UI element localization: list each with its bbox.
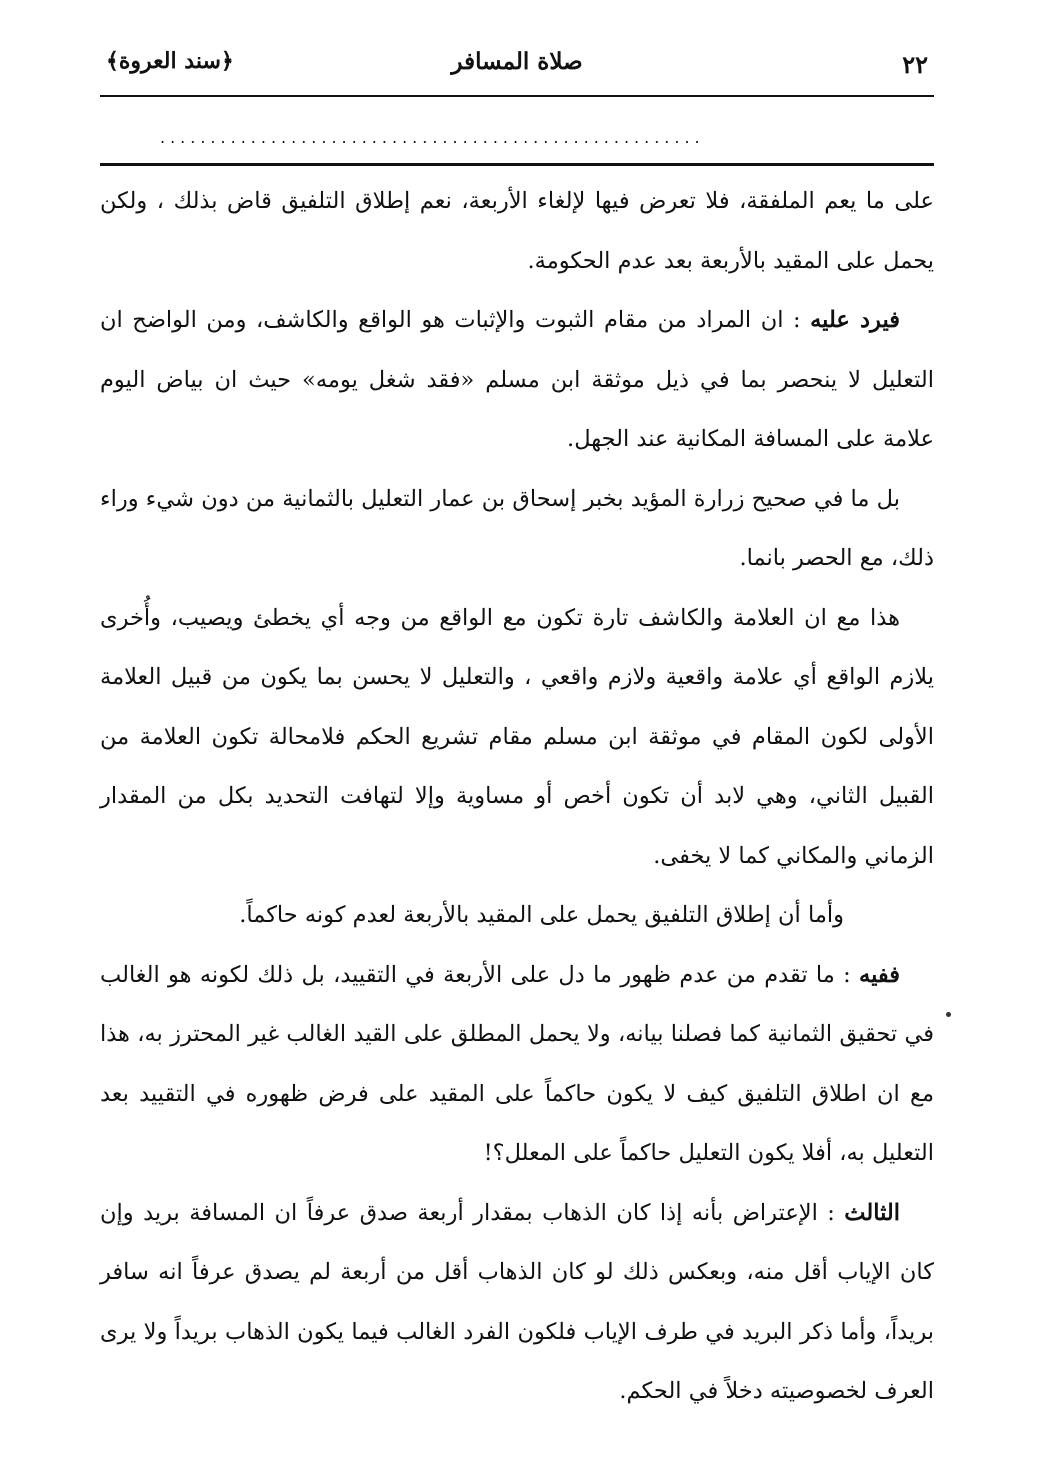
paragraph-lead: الثالث — [844, 1199, 900, 1226]
paragraph-2 — [100, 291, 934, 470]
section-rule — [100, 163, 934, 166]
header-rule — [100, 95, 934, 97]
paragraph-lead: ففيه — [859, 961, 900, 988]
paragraph-text: على ما يعم الملفقة، فلا تعرض فيها لإلغاء الأربعة، نعم إطلاق التلفيق قاض بذلك ، ولكن يحمل على المقيد بالأربعة بعد عدم الحكومة. — [100, 188, 934, 274]
paragraph-text: : الإعتراض بأنه إذا كان الذهاب بمقدار أربعة صدق عرفاً ان المسافة بريد وإن كان الإياب أقل منه، وبعكس ذلك لو كان الذهاب أقل من أربعة لم يصدق عرفاً انه سافر بريداً، وأما ذكر البريد في طرف الإياب فلكون الفرد الغالب فيما يكون الذهاب بريداً ولا يرى العرف لخصوصيته دخلاً في الحكم. — [100, 1199, 934, 1404]
body-text — [100, 172, 934, 1422]
book-title: ﴿سند العروة﴾ — [106, 48, 234, 74]
paragraph-text: بل ما في صحيح زرارة المؤيد بخبر إسحاق بن عمار التعليل بالثمانية من دون شيء وراء ذلك، مع الحصر بانما. — [100, 485, 934, 571]
paragraph-5 — [100, 886, 934, 946]
paragraph-lead: فيرد عليه — [810, 307, 900, 333]
paragraph-4 — [100, 589, 934, 887]
paragraph-text: : ما تقدم من عدم ظهور ما دل على الأربعة في التقييد، بل ذلك لكونه هو الغالب في تحقيق الثمانية كما فصلنا بيانه، ولا يحمل المطلق على القيد الغالب غير المحترز به، هذا مع ان اطلاق التلفيق كيف لا يكون حاكماً على المقيد على فرض ظهوره في التقييد بعد التعليل به، أفلا يكون التعليل حاكماً على المعلل؟! — [100, 961, 934, 1166]
page-header — [100, 44, 934, 88]
paragraph-text: هذا مع ان العلامة والكاشف تارة تكون مع الواقع من وجه أي يخطئ ويصيب، وأُخرى يلازم الواقع أي علامة واقعية ولازم واقعي ، والتعليل لا يحسن بما يكون من قبيل العلامة الأولى لكون المقام في موثقة ابن مسلم مقام تشريع الحكم فلامحالة تكون العلامة من القبيل الثاني، وهي لابد أن تكون أخص أو مساوية وإلا لتهافت التحديد بكل من المقدار الزماني والمكاني كما لا يخفى. — [100, 604, 934, 869]
margin-mark — [946, 1012, 951, 1017]
paragraph-7 — [100, 1184, 934, 1422]
paragraph-3 — [100, 470, 934, 589]
paragraph-text: : ان المراد من مقام الثبوت والإثبات هو الواقع والكاشف، ومن الواضح ان التعليل لا ينحصر بما في ذيل موثقة ابن مسلم «فقد شغل يومه» حيث ان بياض اليوم علامة على المسافة المكانية عند الجهل. — [100, 307, 934, 452]
chapter-title: صلاة المسافر — [451, 48, 583, 75]
dotted-separator: ...................................................... — [160, 128, 705, 147]
page-number: ٢٢ — [902, 50, 928, 79]
paragraph-6 — [100, 946, 934, 1184]
paragraph-text: وأما أن إطلاق التلفيق يحمل على المقيد بالأربعة لعدم كونه حاكماً. — [239, 902, 844, 928]
paragraph-1 — [100, 172, 934, 291]
